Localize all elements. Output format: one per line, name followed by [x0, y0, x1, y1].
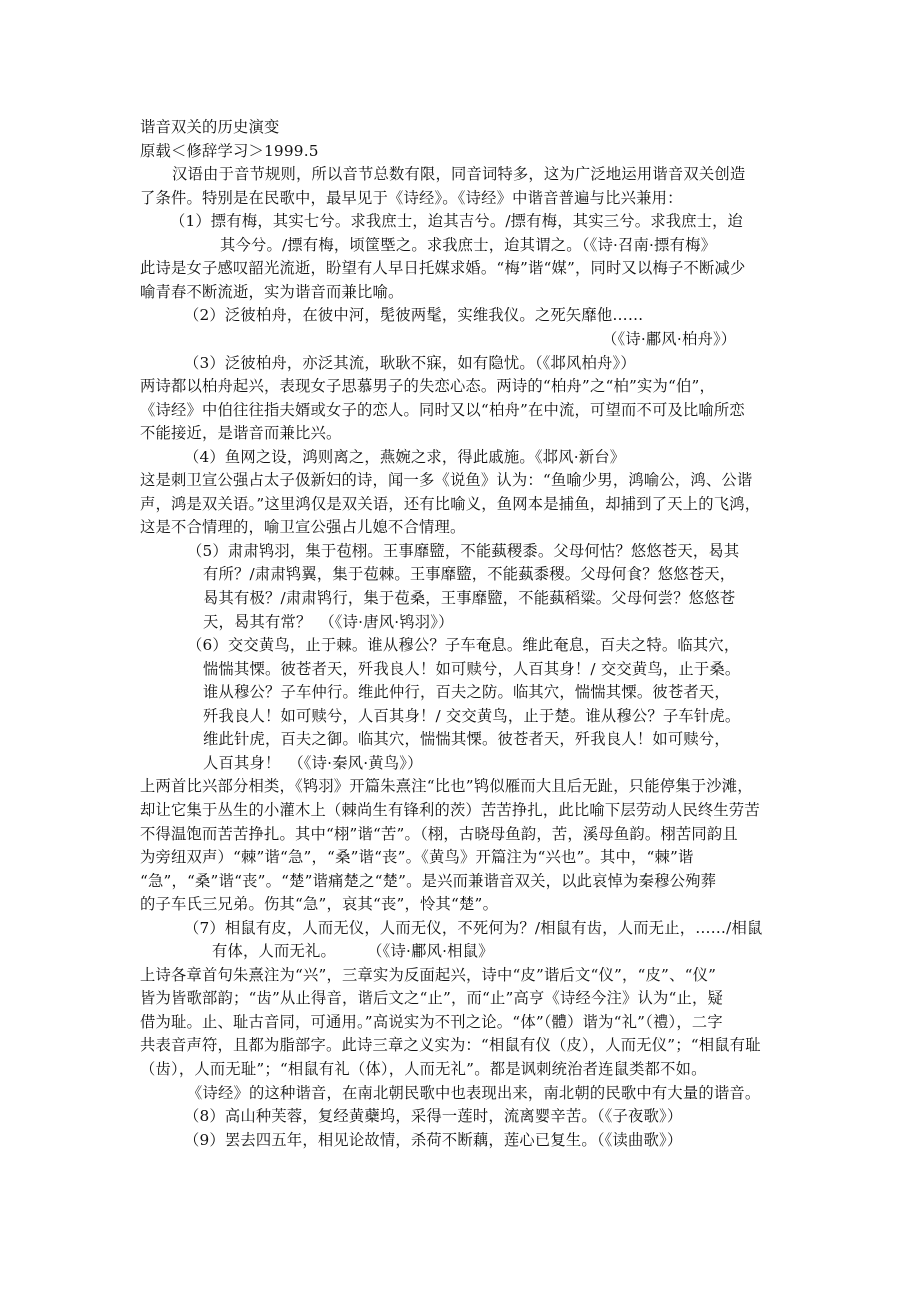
text-line: 皆为皆歌部韵；“齿”从止得音，谐后文之“止”，而“止”高亨《诗经今注》认为“止，疑: [140, 989, 724, 1008]
text-line: 不得温饱而苦苦挣扎。其中“栩”谐“苦”。（栩，古晓母鱼韵，苦，溪母鱼韵。栩苦同韵且: [140, 824, 738, 843]
text-line: 上诗各章首句朱熹注为“兴”，三章实为反面起兴，诗中“皮”谐后文“仪”，“皮”、“仪”: [140, 965, 717, 984]
text-line: （9）罢去四五年，相见论故情，杀荷不断藕，莲心已复生。（《读曲歌》）: [184, 1130, 683, 1149]
text-line: 谁从穆公？子车仲行。维此仲行，百夫之防。临其穴，惴惴其慄。彼苍者天，: [203, 683, 730, 702]
text-line: 的子车氏三兄弟。伤其“急”，哀其“丧”，怜其“楚”。: [140, 895, 499, 914]
text-line: 人百其身！ （《诗·秦风·黄鸟》）: [203, 753, 423, 772]
text-line: 有所？/肃肃鸨翼，集于苞棘。王事靡盬，不能蓺黍稷。父母何食？悠悠苍天，: [203, 565, 736, 584]
text-line: 喻青春不断流逝，实为谐音而兼比喻。: [140, 282, 404, 301]
text-line: 有体，人而无礼。 （《诗·鄘风·相鼠》: [212, 942, 494, 961]
text-line: （4）鱼网之设，鸿则离之，燕婉之求，得此戚施。《邶风·新台》: [184, 447, 626, 466]
text-line: （《诗·鄘风·柏舟》）: [602, 329, 737, 348]
document-source: 原载＜修辞学习＞1999.5: [140, 141, 319, 160]
text-line: （1）摽有梅，其实七兮。求我庶士，迨其吉兮。/摽有梅，其实三兮。求我庶士，迨: [170, 212, 744, 231]
document-title: 谐音双关的历史演变: [140, 118, 280, 136]
text-line: 《诗经》的这种谐音，在南北朝民歌中也表现出来，南北朝的民歌中有大量的谐音。: [187, 1083, 761, 1102]
text-line: 却让它集于丛生的小灌木上（棘尚生有锋利的茨）苦苦挣扎，此比喻下层劳动人民终生劳苦: [140, 800, 760, 819]
text-line: 曷其有极？/肃肃鸨行，集于苞桑，王事靡盬，不能蓺稻粱。父母何尝？悠悠苍: [203, 589, 736, 607]
text-line: 汉语由于音节规则，所以音节总数有限，同音词特多，这为广泛地运用谐音双关创造: [172, 165, 746, 184]
text-line: 上两首比兴部分相类，《鸨羽》开篇朱熹注“比也”鸨似雁而大且后无趾，只能停集于沙滩，: [140, 777, 753, 796]
text-line: （2）泛彼柏舟，在彼中河，髧彼两髦，实维我仪。之死矢靡他……: [184, 306, 644, 325]
text-line: “急”，“桑”谐“丧”。“楚”谐痛楚之“楚”。是兴而兼谐音双关，以此哀悼为秦穆公殉葬: [140, 871, 717, 890]
text-line: 声，鸿是双关语。”这里鸿仅是双关语，还有比喻义，鱼网本是捕鱼，却捕到了天上的飞鸿，: [140, 494, 761, 513]
text-line: （7）相鼠有皮，人而无仪，人而无仪，不死何为？/相鼠有齿，人而无止，……/相鼠: [184, 918, 763, 937]
text-line: 借为耻。止、耻古音同，可通用。”高说实为不刊之论。“体”（體）谐为“礼”（禮），二字: [140, 1012, 723, 1031]
text-line: 惴惴其慄。彼苍者天，歼我良人！如可赎兮，人百其身！/ 交交黄鸟，止于桑。: [203, 659, 741, 678]
text-line: 了条件。特别是在民歌中，最早见于《诗经》。《诗经》中谐音普遍与比兴兼用：: [140, 188, 683, 207]
text-line: 这是刺卫宣公强占太子伋新妇的诗，闻一多《说鱼》认为：“鱼喻少男，鸿喻公，鸿、公谐: [140, 471, 753, 490]
text-line: 为旁纽双声）“棘”谐“急”，“桑”谐“丧”。《黄鸟》开篇注为“兴也”。其中，“棘”谐: [140, 848, 694, 867]
text-line: 其今兮。/摽有梅，顷筐塈之。求我庶士，迨其谓之。（《诗·召南·摽有梅》: [220, 235, 717, 254]
text-line: （8）高山种芙蓉，复经黄蘗坞，采得一莲时，流离婴辛苦。（《子夜歌》）: [184, 1107, 683, 1126]
text-line: 不能接近，是谐音而兼比兴。: [140, 424, 342, 443]
text-line: 两诗都以柏舟起兴，表现女子思慕男子的失恋心态。两诗的“柏舟”之“柏”实为“伯”，: [140, 377, 716, 396]
text-line: 《诗经》中伯往往指夫婿或女子的恋人。同时又以“柏舟”在中流，可望而不可及比喻所恋: [140, 400, 745, 419]
text-line: （5）肃肃鸨羽，集于苞栩。王事靡盬，不能蓺稷黍。父母何怙？悠悠苍天，曷其: [187, 541, 740, 560]
text-line: 天，曷其有常？ （《诗·唐风·鸨羽》）: [203, 612, 454, 631]
text-line: 维此针虎，百夫之御。临其穴，惴惴其慄。彼苍者天，歼我良人！如可赎兮，: [203, 730, 730, 749]
text-line: （3）泛彼柏舟，亦泛其流，耿耿不寐，如有隐忧。（《邶风柏舟》）: [184, 353, 636, 372]
text-line: （6）交交黄鸟，止于棘。谁从穆公？子车奄息。维此奄息，百夫之特。临其穴，: [187, 636, 740, 655]
text-line: （齿），人而无耻”；“相鼠有礼（体），人而无礼”。都是讽刺统治者连鼠类都不如。: [140, 1060, 707, 1078]
text-line: 此诗是女子感叹韶光流逝，盼望有人早日托媒求婚。“梅”谐“媒”，同时又以梅子不断减少: [140, 259, 746, 278]
text-line: 共表音声符，且都为脂部字。此诗三章之义实为：“相鼠有仪（皮），人而无仪”；“相鼠有耻: [140, 1036, 761, 1055]
text-line: 歼我良人！如可赎兮，人百其身！/ 交交黄鸟，止于楚。谁从穆公？子车针虎。: [203, 706, 741, 725]
text-line: 这是不合情理的，喻卫宣公强占儿媳不合情理。: [140, 518, 466, 537]
